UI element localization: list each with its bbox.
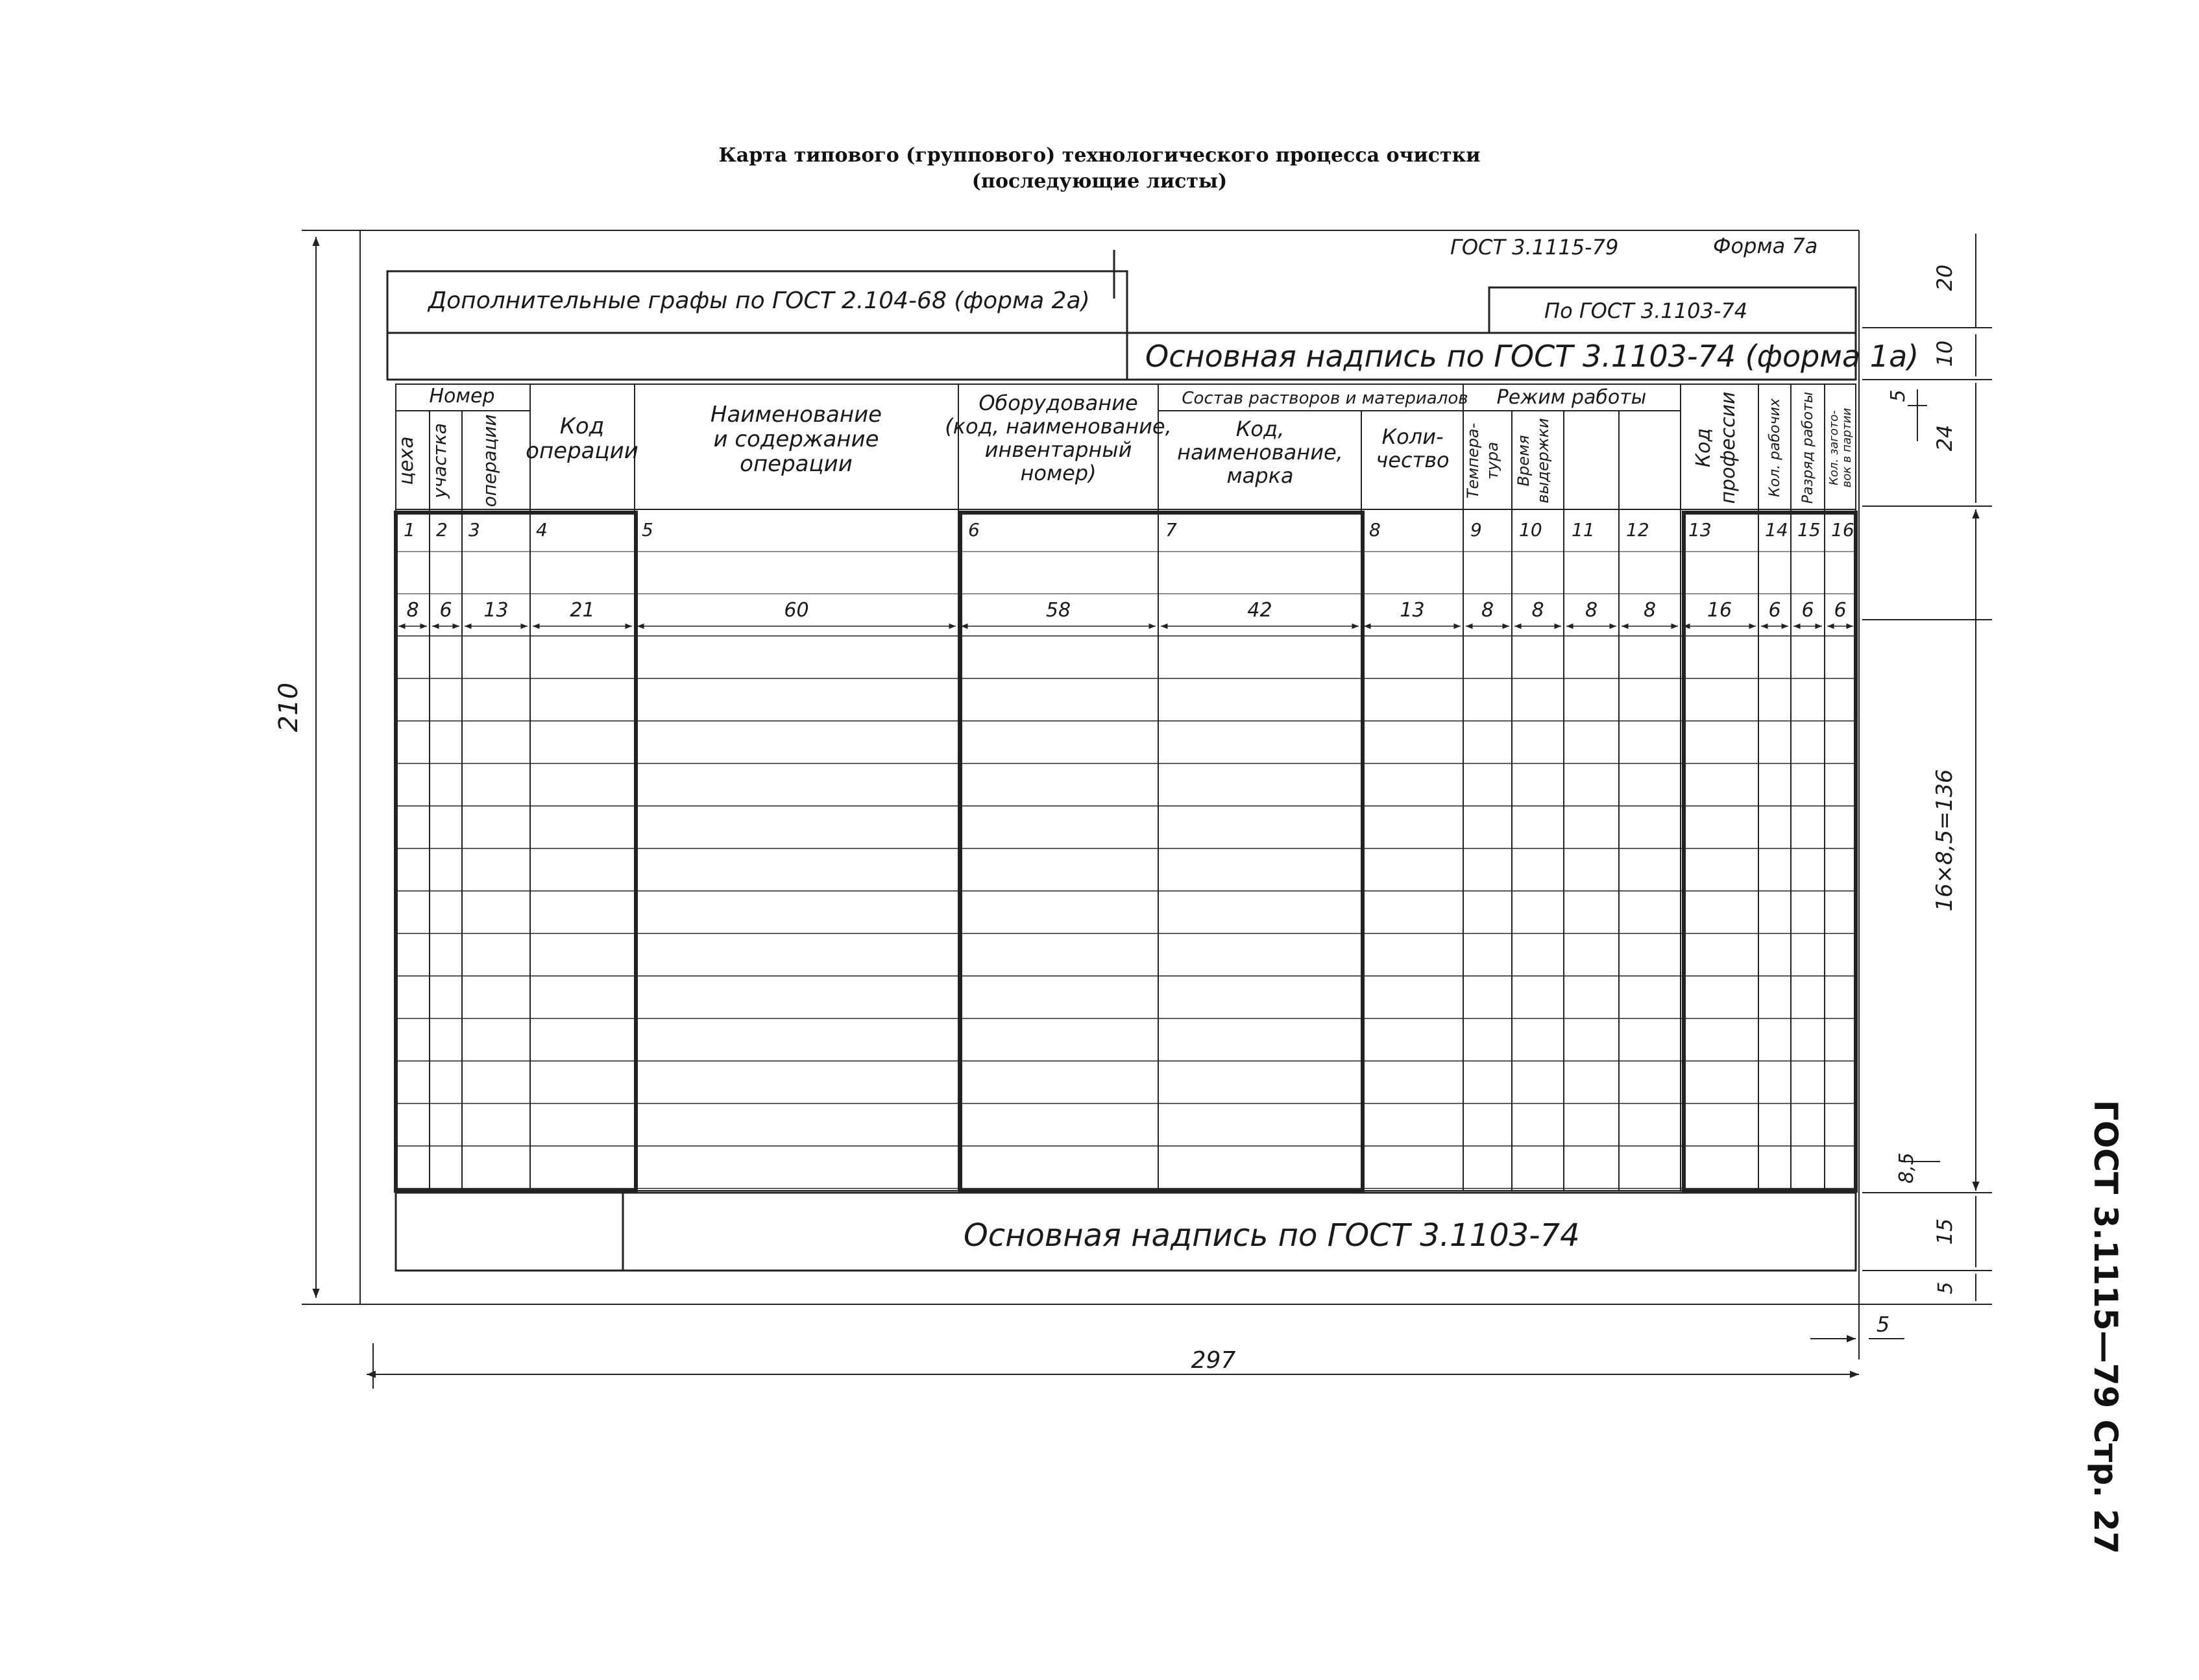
column-width-label: 13 [483,599,509,622]
column-width-label: 6 [1768,599,1781,622]
column-width-label: 21 [570,599,595,622]
dim-10: 10 [1932,340,1957,367]
header-razryad: Разряд работы [1800,391,1816,504]
po-gost-label: По ГОСТ 3.1103-74 [1544,298,1748,323]
dim-297: 297 [1191,1347,1236,1374]
dim-5-top: 5 [1887,389,1910,402]
osn-nadpis-bottom: Основная надпись по ГОСТ 3.1103-74 [964,1217,1580,1254]
dim-5-mid: 5 [1934,1282,1957,1295]
column-width-label: 42 [1247,599,1272,622]
table-outline [396,384,1856,1191]
forma-label: Форма 7а [1713,234,1818,258]
column-width-label: 6 [1834,599,1847,622]
header-sostav: Состав растворов и материалов [1182,389,1468,408]
column-number: 5 [642,519,653,541]
header-kod-professii: профессии [1717,391,1740,504]
header-kol-zagotovok: Кол. загото- [1827,410,1841,485]
dim-8-5: 8,5 [1895,1152,1918,1184]
column-width-label: 8 [1481,599,1494,622]
header-uchastka: участка [429,422,450,499]
header-oborudovanie: (код, наименование, [945,414,1172,439]
gost-number: ГОСТ 3.1115-79 [1450,235,1619,260]
column-width-label: 60 [784,599,809,622]
header-naimenovanie: и содержание [713,426,879,452]
header-naimenovanie: Наименование [710,402,882,428]
column-width-label: 6 [1801,599,1814,622]
header-operatsii: операции [479,414,500,507]
column-number: 12 [1626,519,1649,541]
header-kod-naim-marka: марка [1226,463,1294,488]
column-number: 10 [1519,519,1542,541]
dim-210: 210 [274,682,304,733]
column-width-label: 8 [1585,599,1598,622]
column-width-label: 58 [1045,599,1071,622]
page-subtitle: (последующие листы) [971,170,1228,193]
column-number: 2 [436,519,448,541]
header-nomer: Номер [429,385,495,408]
dop-grafy-label: Дополнительные графы по ГОСТ 2.104-68 (форма 2а) [428,287,1090,314]
header-oborudovanie: номер) [1020,461,1097,485]
column-width-label: 8 [1531,599,1544,622]
header-kol-rabochih: Кол. рабочих [1767,398,1783,497]
header-oborudovanie: Оборудование [978,391,1138,415]
header-oborudovanie: инвентарный [984,437,1132,462]
header-kod-professii: Код [1692,428,1715,468]
dim-20: 20 [1932,264,1957,291]
column-width-label: 16 [1707,599,1732,622]
column-width-label: 6 [439,599,452,622]
header-rezhim: Режим работы [1496,386,1647,409]
group-border-equipment [960,513,1363,1191]
dim-rows: 16×8,5=136 [1932,769,1958,912]
header-kod-naim-marka: Код, [1235,417,1285,441]
header-kod-operatsii: операции [526,438,638,464]
dim-5-right: 5 [1876,1312,1890,1337]
column-number: 4 [536,519,548,541]
page-title: Карта типового (группового) технологического процесса очистки [718,144,1481,167]
dimensions [316,234,1992,1374]
column-number: 7 [1165,519,1177,541]
column-number: 1 [404,519,415,541]
column-width-label: 8 [1643,599,1657,622]
column-number: 11 [1572,519,1595,541]
header-vremya: выдержки [1534,418,1552,504]
header-kolichestvo: чество [1376,448,1450,472]
column-number: 14 [1765,519,1788,541]
header-temperatura: тура [1483,441,1501,480]
header-vremya: Время [1514,435,1533,487]
header-temperatura: Темпера- [1464,422,1482,499]
group-border-left [396,513,636,1191]
column-number: 9 [1470,519,1482,541]
column-number: 6 [968,519,980,541]
column-number: 3 [468,519,480,541]
table-text [395,385,1854,622]
column-width-label: 8 [406,599,419,622]
header-kod-operatsii: Код [559,413,605,439]
dim-15: 15 [1932,1218,1957,1245]
header-kod-naim-marka: наименование, [1177,440,1343,465]
main-table [396,384,1856,1191]
column-number: 8 [1369,519,1381,541]
column-number: 16 [1831,519,1854,541]
header-kolichestvo: Коли- [1381,424,1444,449]
osn-nadpis-top: Основная надпись по ГОСТ 3.1103-74 (форма 1а) [1145,339,1919,374]
column-number: 13 [1688,519,1712,541]
column-number: 15 [1797,519,1821,541]
header-kol-zagotovok: вок в партии [1840,408,1854,488]
header-naimenovanie: операции [740,451,853,477]
header-tseha: цеха [395,436,418,485]
column-width-label: 13 [1400,599,1425,622]
side-page-label: ГОСТ 3.1115—79 Стр. 27 [2087,1100,2124,1554]
dim-24: 24 [1932,424,1957,452]
